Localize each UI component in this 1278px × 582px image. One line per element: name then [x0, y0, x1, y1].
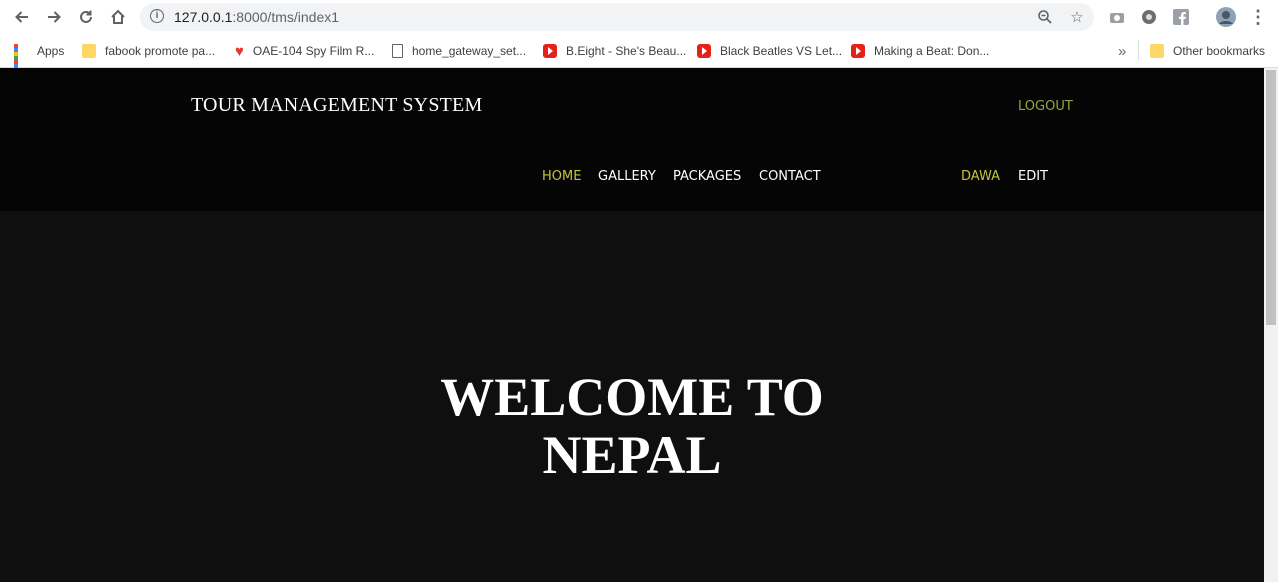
hero-title-line: WELCOME TO	[440, 367, 824, 427]
bookmarks-overflow-button[interactable]: »	[1118, 42, 1127, 60]
reload-icon[interactable]	[75, 7, 97, 27]
bookmarks-divider	[1138, 40, 1139, 60]
hero-title-line: NEPAL	[542, 425, 722, 485]
apps-grid-icon	[14, 44, 28, 58]
kebab-menu-icon[interactable]: ⋮	[1249, 6, 1267, 27]
logout-link[interactable]: LOGOUT	[1018, 99, 1073, 114]
bookmark-item[interactable]: home_gateway_set...	[392, 42, 526, 60]
bookmark-other[interactable]: Other bookmarks	[1150, 42, 1265, 60]
folder-icon	[82, 44, 96, 58]
folder-icon	[1150, 44, 1164, 58]
nav-home[interactable]: HOME	[542, 169, 582, 184]
forward-arrow-icon[interactable]	[43, 7, 65, 27]
bookmarks-bar	[0, 34, 1278, 68]
site-info-icon[interactable]: i	[150, 9, 164, 23]
camera-icon[interactable]	[1108, 8, 1126, 26]
extension-icon[interactable]	[1140, 8, 1158, 26]
nav-packages[interactable]: PACKAGES	[673, 169, 742, 184]
nav-contact[interactable]: CONTACT	[759, 169, 821, 184]
site-logo[interactable]: TOUR MANAGEMENT SYSTEM	[191, 94, 483, 116]
bookmark-apps[interactable]: Apps	[14, 42, 64, 60]
heart-icon: ♥	[235, 42, 244, 60]
youtube-icon	[851, 44, 865, 58]
bookmark-star-icon[interactable]: ☆	[1070, 9, 1084, 26]
scrollbar-thumb[interactable]	[1266, 70, 1276, 325]
site-header	[0, 68, 1264, 211]
youtube-icon	[543, 44, 557, 58]
home-icon[interactable]	[107, 7, 129, 27]
bookmark-item[interactable]: Black Beatles VS Let...	[697, 42, 842, 60]
bookmark-item[interactable]: B.Eight - She's Beau...	[543, 42, 686, 60]
page-scrollbar[interactable]	[1264, 68, 1278, 582]
bookmark-item[interactable]: fabook promote pa...	[82, 42, 215, 60]
bookmark-item[interactable]: ♥ OAE-104 Spy Film R...	[235, 42, 375, 60]
address-bar[interactable]	[140, 3, 1094, 31]
hero-title	[0, 368, 1264, 484]
nav-user-name[interactable]: DAWA	[961, 169, 1000, 184]
youtube-icon	[697, 44, 711, 58]
profile-avatar[interactable]	[1215, 6, 1237, 28]
facebook-icon[interactable]	[1172, 8, 1190, 26]
nav-edit[interactable]: EDIT	[1018, 169, 1048, 184]
page-content	[0, 68, 1264, 582]
zoom-icon[interactable]	[1036, 8, 1054, 26]
nav-gallery[interactable]: GALLERY	[598, 169, 656, 184]
browser-toolbar	[0, 0, 1278, 34]
page-icon	[392, 44, 403, 58]
back-arrow-icon[interactable]	[11, 7, 33, 27]
bookmark-item[interactable]: Making a Beat: Don...	[851, 42, 989, 60]
url-text[interactable]: 127.0.0.1:8000/tms/index1	[174, 9, 340, 25]
